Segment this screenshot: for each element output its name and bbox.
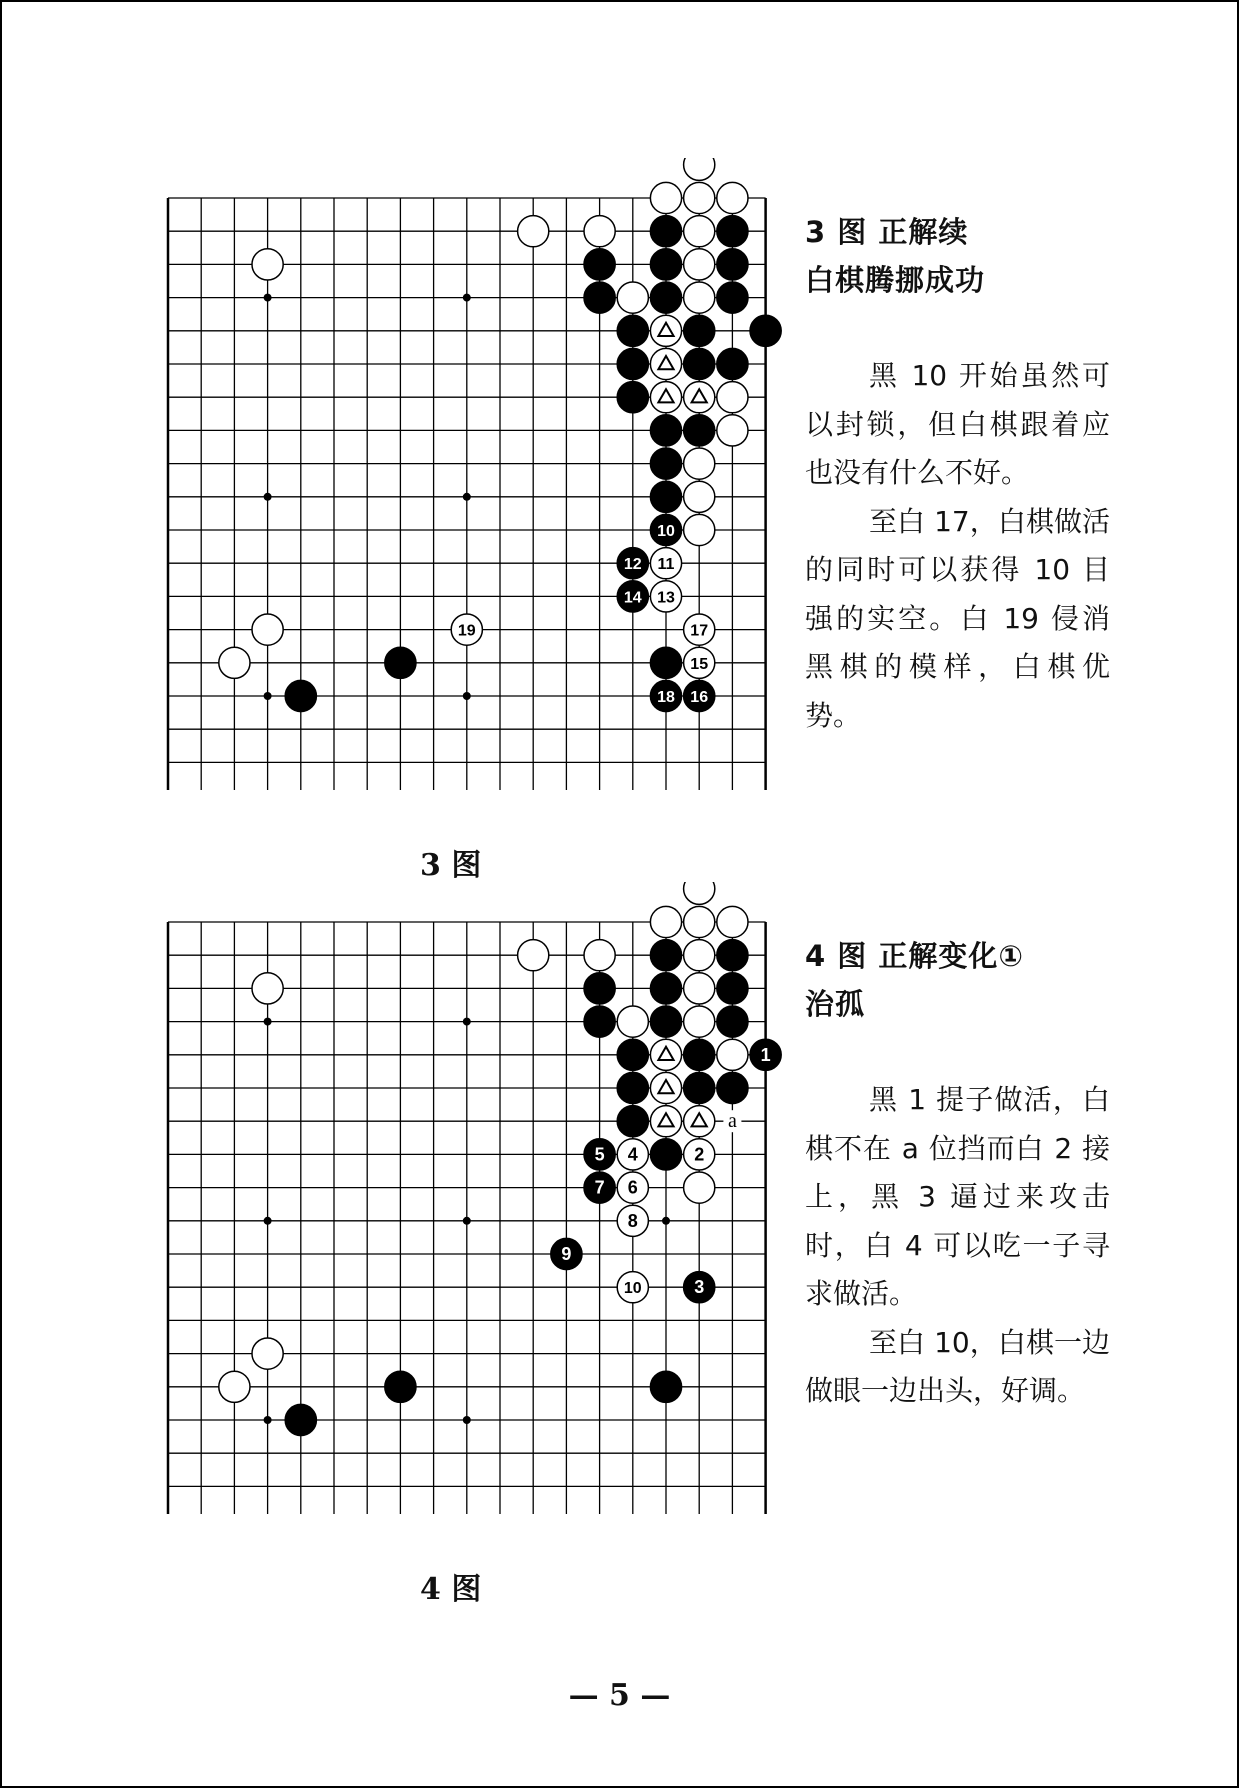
white-stone <box>684 1106 715 1137</box>
move-number: 11 <box>657 556 675 574</box>
white-stone <box>684 1006 715 1037</box>
white-stone <box>451 614 482 645</box>
figure-3-caption: 3 图 <box>420 848 482 883</box>
move-number: 14 <box>623 589 642 607</box>
black-stone <box>617 1106 648 1137</box>
figure-3-subtitle: 白棋腾挪成功 <box>805 263 986 297</box>
white-stone <box>518 216 549 247</box>
figure-3-paragraph-1: 黑 10 开始虽然可以封锁，但白棋跟着应也没有什么不好。 <box>805 359 1110 489</box>
move-number: 7 <box>594 1177 605 1198</box>
white-stone <box>684 448 715 479</box>
white-stone <box>617 1139 648 1170</box>
black-stone <box>584 1139 615 1170</box>
black-stone <box>684 1039 715 1070</box>
black-stone <box>285 1404 316 1435</box>
move-number: 3 <box>694 1277 705 1298</box>
black-stone <box>684 1272 715 1303</box>
move-number: 16 <box>690 689 709 706</box>
black-stone <box>650 1139 681 1170</box>
white-stone <box>650 1106 681 1137</box>
black-stone <box>717 973 748 1004</box>
star-point <box>264 294 272 302</box>
black-stone <box>650 514 681 545</box>
black-stone <box>684 1072 715 1103</box>
white-stone <box>684 216 715 247</box>
black-stone <box>650 249 681 280</box>
black-stone <box>617 348 648 379</box>
go-board-figure-4 <box>152 882 784 1514</box>
white-stone <box>650 1072 681 1103</box>
white-stone <box>584 216 615 247</box>
white-stone <box>684 514 715 545</box>
white-stone <box>684 882 715 904</box>
black-stone <box>584 1006 615 1037</box>
point-label: a <box>727 1110 737 1133</box>
black-stone <box>650 448 681 479</box>
black-stone <box>684 315 715 346</box>
white-stone <box>717 182 748 213</box>
figure-4-paragraph-2: 至白 10，白棋一边做眼一边出头，好调。 <box>805 1325 1110 1407</box>
star-point <box>264 1217 272 1225</box>
white-stone <box>684 614 715 645</box>
white-stone <box>684 1172 715 1203</box>
move-number: 5 <box>594 1144 605 1165</box>
go-board-figure-3 <box>152 158 784 790</box>
move-number: 15 <box>690 655 709 673</box>
move-number: 12 <box>623 556 642 574</box>
white-stone <box>684 940 715 971</box>
star-point <box>463 1217 471 1225</box>
star-point <box>662 1217 670 1225</box>
figure-4-paragraph-1: 黑 1 提子做活，白棋不在 a 位挡而白 2 接上，黑 3 逼过来攻击时，白 4 可以吃一子寻求做活。 <box>805 1083 1110 1310</box>
white-stone <box>684 382 715 413</box>
white-stone <box>650 315 681 346</box>
black-stone <box>584 973 615 1004</box>
white-stone <box>617 1272 648 1303</box>
white-stone <box>219 1371 250 1402</box>
black-stone <box>717 1072 748 1103</box>
black-stone <box>717 249 748 280</box>
black-stone <box>717 940 748 971</box>
figure-3-title: 3 图 正解续 <box>805 215 969 249</box>
black-stone <box>650 216 681 247</box>
star-point <box>463 1018 471 1026</box>
white-stone <box>684 249 715 280</box>
white-stone <box>650 906 681 937</box>
black-stone <box>650 1371 681 1402</box>
black-stone <box>650 973 681 1004</box>
move-number: 1 <box>760 1044 771 1065</box>
white-stone <box>717 415 748 446</box>
white-stone <box>717 906 748 937</box>
black-stone <box>650 1006 681 1037</box>
move-number: 10 <box>657 523 675 540</box>
white-stone <box>617 1172 648 1203</box>
black-stone <box>650 282 681 313</box>
black-stone <box>617 315 648 346</box>
star-point <box>463 493 471 501</box>
white-stone <box>617 1006 648 1037</box>
figure-4-caption: 4 图 <box>420 1572 482 1607</box>
black-stone <box>650 415 681 446</box>
black-stone <box>750 1039 781 1070</box>
white-stone <box>518 940 549 971</box>
black-stone <box>684 415 715 446</box>
star-point <box>264 1018 272 1026</box>
move-number: 18 <box>657 689 675 706</box>
white-stone <box>650 348 681 379</box>
white-stone <box>717 1039 748 1070</box>
figure-4-title: 4 图 正解变化① <box>805 939 1024 973</box>
move-number: 6 <box>627 1177 638 1198</box>
black-stone <box>617 1039 648 1070</box>
star-point <box>264 692 272 700</box>
black-stone <box>684 348 715 379</box>
white-stone <box>684 1139 715 1170</box>
black-stone <box>385 647 416 678</box>
star-point <box>264 1416 272 1424</box>
white-stone <box>650 581 681 612</box>
move-number: 10 <box>623 1280 642 1298</box>
star-point <box>463 1416 471 1424</box>
white-stone <box>617 1205 648 1236</box>
black-stone <box>617 382 648 413</box>
white-stone <box>252 249 283 280</box>
black-stone <box>717 348 748 379</box>
white-stone <box>650 182 681 213</box>
white-stone <box>684 158 715 180</box>
white-stone <box>252 973 283 1004</box>
white-stone <box>219 647 250 678</box>
black-stone <box>650 680 681 711</box>
black-stone <box>684 680 715 711</box>
move-number: 13 <box>657 589 675 607</box>
white-stone <box>617 282 648 313</box>
white-stone <box>684 481 715 512</box>
white-stone <box>684 282 715 313</box>
black-stone <box>617 1072 648 1103</box>
move-number: 17 <box>690 622 709 640</box>
black-stone <box>650 647 681 678</box>
black-stone <box>750 315 781 346</box>
white-stone <box>684 647 715 678</box>
white-stone <box>684 906 715 937</box>
black-stone <box>385 1371 416 1402</box>
white-stone <box>252 614 283 645</box>
black-stone <box>650 940 681 971</box>
black-stone <box>584 249 615 280</box>
black-stone <box>617 548 648 579</box>
black-stone <box>584 282 615 313</box>
white-stone <box>684 182 715 213</box>
black-stone <box>584 1172 615 1203</box>
white-stone <box>650 382 681 413</box>
black-stone <box>617 581 648 612</box>
star-point <box>463 294 471 302</box>
figure-4-commentary <box>805 932 1110 1416</box>
figure-3-commentary <box>805 208 1110 740</box>
move-number: 9 <box>561 1244 572 1264</box>
black-stone <box>650 481 681 512</box>
white-stone <box>684 973 715 1004</box>
black-stone <box>717 1006 748 1037</box>
star-point <box>463 692 471 700</box>
white-stone <box>584 940 615 971</box>
figure-3-paragraph-2: 至白 17，白棋做活的同时可以获得 10 目强的实空。白 19 侵消黑棋的模样，白棋优势。 <box>805 504 1110 732</box>
move-number: 19 <box>457 622 476 640</box>
move-number: 8 <box>627 1210 638 1231</box>
move-number: 4 <box>627 1144 638 1165</box>
move-number: 2 <box>694 1144 705 1165</box>
figure-4-subtitle: 治孤 <box>805 987 866 1021</box>
white-stone <box>650 548 681 579</box>
white-stone <box>252 1338 283 1369</box>
white-stone <box>650 1039 681 1070</box>
white-stone <box>717 382 748 413</box>
star-point <box>264 493 272 501</box>
black-stone <box>551 1238 582 1269</box>
black-stone <box>285 680 316 711</box>
black-stone <box>717 282 748 313</box>
page-number: — 5 — <box>568 1678 671 1713</box>
black-stone <box>717 216 748 247</box>
